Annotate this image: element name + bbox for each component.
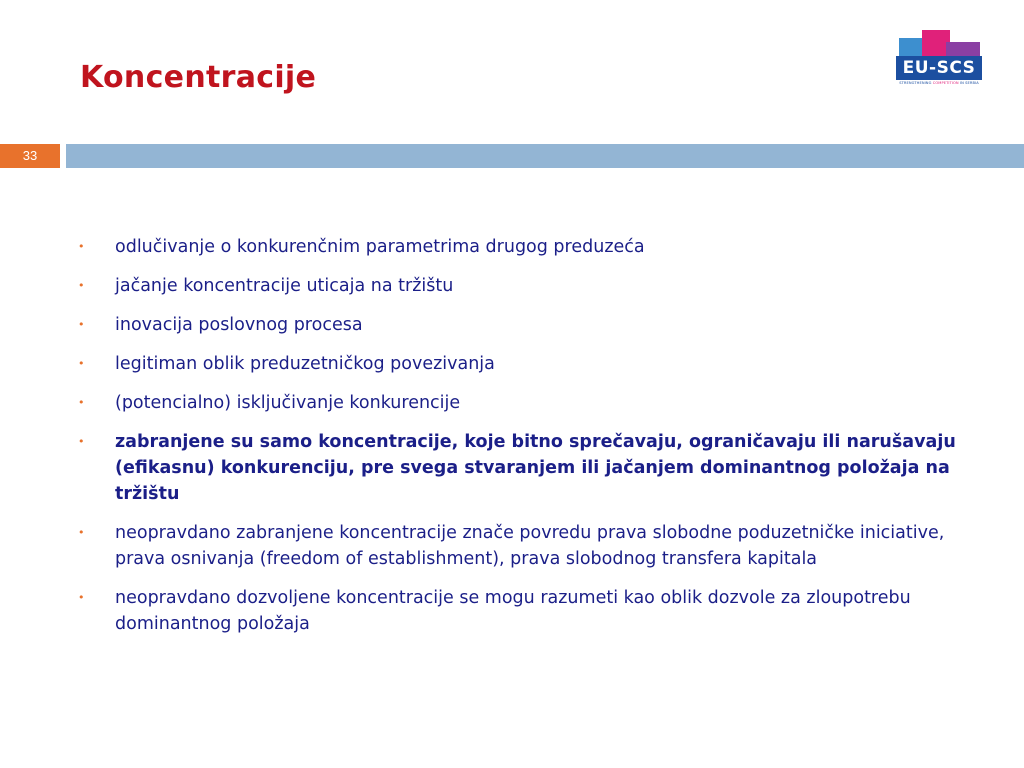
- bullet-item: [78, 351, 958, 377]
- bullet-item: [78, 273, 958, 299]
- eu-scs-logo: [896, 28, 984, 88]
- bullet-item: [78, 585, 958, 637]
- bullet-item: [78, 312, 958, 338]
- bullet-item: [78, 390, 958, 416]
- bullet-text: jačanje koncentracije uticaja na tržištu: [115, 276, 454, 296]
- bullet-list: [78, 234, 958, 650]
- logo-tagline-post: IN SERBIA: [958, 81, 979, 85]
- bullet-dot-icon: •: [78, 396, 85, 409]
- bullet-item-emphasized: [78, 429, 958, 507]
- bullet-dot-icon: •: [78, 591, 85, 604]
- bullet-text: neopravdano zabranjene koncentracije znače povredu prava slobodne poduzetničke iniciative, prava osnivanja (freedom of establishment), prava slobodnog transfera kapitala: [115, 523, 945, 569]
- bullet-dot-icon: •: [78, 240, 85, 253]
- bullet-text: odlučivanje o konkurenčnim parametrima drugog preduzeća: [115, 237, 645, 257]
- header-decorative-bar: [66, 144, 1024, 168]
- logo-tagline-pre: STRENGTHENING: [899, 81, 933, 85]
- logo-purple-square: [946, 42, 980, 56]
- bullet-dot-icon: •: [78, 435, 85, 448]
- logo-tagline: [896, 81, 982, 86]
- bullet-text: neopravdano dozvoljene koncentracije se mogu razumeti kao oblik dozvole za zloupotrebu dominantnog položaja: [115, 588, 911, 634]
- bullet-item: [78, 520, 958, 572]
- header-bar-row: [0, 144, 1024, 168]
- bullet-dot-icon: •: [78, 526, 85, 539]
- bullet-text: zabranjene su samo koncentracije, koje bitno sprečavaju, ograničavaju ili narušavaju (efikasnu) konkurenciju, pre svega stvaranjem ili jačanjem dominantnog položaja na tržištu: [115, 432, 956, 504]
- logo-wordmark: EU-SCS: [896, 56, 982, 80]
- bullet-text: inovacija poslovnog procesa: [115, 315, 363, 335]
- bullet-text: legitiman oblik preduzetničkog povezivanja: [115, 354, 495, 374]
- slide-number: 33: [0, 144, 60, 168]
- bullet-dot-icon: •: [78, 357, 85, 370]
- bullet-dot-icon: •: [78, 279, 85, 292]
- bullet-text: (potencialno) isključivanje konkurencije: [115, 393, 461, 413]
- bullet-dot-icon: •: [78, 318, 85, 331]
- slide-title: Koncentracije: [80, 60, 317, 95]
- logo-tagline-highlight: COMPETITION: [932, 81, 959, 85]
- bullet-item: [78, 234, 958, 260]
